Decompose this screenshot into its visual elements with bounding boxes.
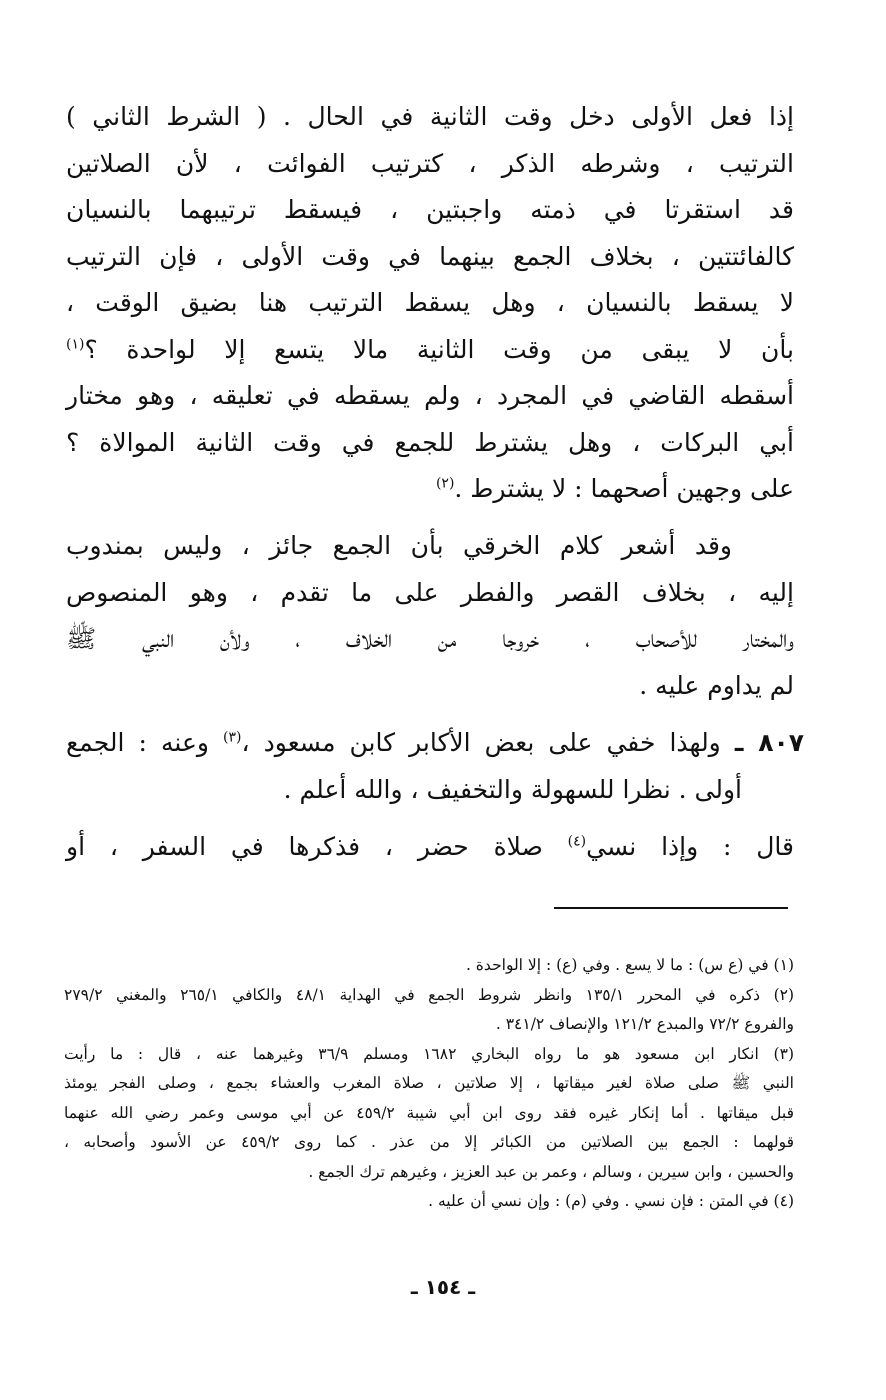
text-line: قد استقرتا في ذمته واجبتين ، فيسقط ترتيبهما بالنسيان	[66, 195, 794, 224]
text-segment: بأن لا يبقى من وقت الثانية مالا يتسع إلا لواحدة ؟	[84, 334, 794, 364]
text-line: أبي البركات ، وهل يشترط للجمع في وقت الثانية الموالاة ؟	[66, 427, 794, 457]
text-line: أسقطه القاضي في المجرد ، ولم يسقطه في تعليقه ، وهو مختار	[66, 381, 794, 410]
text-line: إذا فعل الأولى دخل وقت الثانية في الحال . ( الشرط الثاني )	[66, 102, 794, 131]
paragraph-conditions	[66, 94, 794, 513]
footnote-3: (٣) انكار ابن مسعود هو ما رواه البخاري ١٦٨٢ ومسلم ٣٦/٩ وغيرهما عنه ، قال : ما رأيت	[64, 1044, 794, 1063]
text-line-numbered	[66, 720, 804, 767]
footnote-marker-2: (٢)	[435, 475, 455, 492]
text-line: إليه ، بخلاف القصر والفطر على ما تقدم ، وهو المنصوص	[66, 577, 794, 607]
page-number: ـ ١٥٤ ـ	[410, 1275, 476, 1299]
text-segment: ولهذا خفي على بعض الأكابر كابن مسعود ،	[241, 728, 721, 757]
text-line: كالفائتتين ، بخلاف الجمع بينهما في وقت الأولى ، فإن الترتيب	[66, 241, 794, 271]
text-line: والمختار للأصحاب ، خروجا من الخلاف ، ولأن النبي ﷺ	[66, 624, 794, 653]
footnote-3-cont: قولهما : الجمع بين الصلاتين من الكبائر إلا من عذر . كما روى ٤٥٩/٢ عن الأسود وأصحابه ،	[64, 1133, 795, 1151]
footnote-2-cont: والفروع ٧٢/٢ والمبدع ١٢١/٢ والإنصاف ٣٤١/٢ .	[495, 1015, 794, 1033]
footnote-2: (٢) ذكره في المحرر ١٣٥/١ وانظر شروط الجمع في الهداية ٤٨/١ والكافي ٢٦٥/١ والمغني ٢٧٩/٢	[64, 985, 795, 1004]
text-line: وقد أشعر كلام الخرقي بأن الجمع جائز ، وليس بمندوب	[66, 531, 732, 560]
text-line: لم يداوم عليه .	[639, 670, 794, 700]
footnote-marker-4: (٤)	[567, 833, 587, 850]
paragraph-qal	[66, 824, 794, 871]
footnote-4: (٤) في المتن : فإن نسي . وفي (م) : وإن نسي أن عليه .	[428, 1192, 794, 1210]
text-segment: وعنه : الجمع	[66, 728, 209, 757]
footnote-3-cont: والحسين ، وابن سيرين ، وسالم ، وعمر بن عبد العزيز ، وغيرهم ترك الجمع .	[308, 1162, 794, 1181]
text-line-with-note	[66, 327, 794, 374]
text-line-with-note	[66, 466, 794, 513]
footnotes	[64, 951, 794, 1217]
text-line: لا يسقط بالنسيان ، وهل يسقط الترتيب هنا بضيق الوقت ،	[66, 288, 794, 317]
text-segment: صلاة حضر ، فذكرها في السفر ، أو	[66, 832, 543, 861]
text-segment: قال : وإذا نسي	[586, 832, 794, 861]
paragraph-807	[66, 720, 804, 813]
paragraph-kharqi	[66, 523, 794, 709]
text-segment: على وجهين أصحهما : لا يشترط .	[454, 474, 794, 503]
footnote-divider	[554, 907, 788, 909]
text-line: الترتيب ، وشرطه الذكر ، كترتيب الفوائت ، لأن الصلاتين	[66, 148, 794, 178]
section-number: ٨٠٧ ـ	[734, 728, 804, 757]
footnote-1: (١) في (ع س) : ما لا يسع . وفي (ع) : إلا الواحدة .	[465, 956, 794, 974]
footnote-3-cont: قبل ميقاتها . أما إنكار غيره فقد روى ابن أبي شيبة ٤٥٩/٢ عن أبي موسى وعمر رضي الله عنهما	[64, 1103, 794, 1122]
footnote-marker-1: (١)	[66, 336, 85, 353]
footnote-marker-3: (٣)	[223, 729, 242, 746]
text-line: أولى . نظرا للسهولة والتخفيف ، والله أعلم .	[283, 774, 742, 804]
footnote-3-cont: النبي ﷺ صلى صلاة لغير ميقاتها ، إلا صلاتين ، صلاة المغرب والعشاء بجمع ، وصلى الفجر يومئذ	[64, 1074, 794, 1092]
text-line-with-note	[66, 824, 794, 871]
